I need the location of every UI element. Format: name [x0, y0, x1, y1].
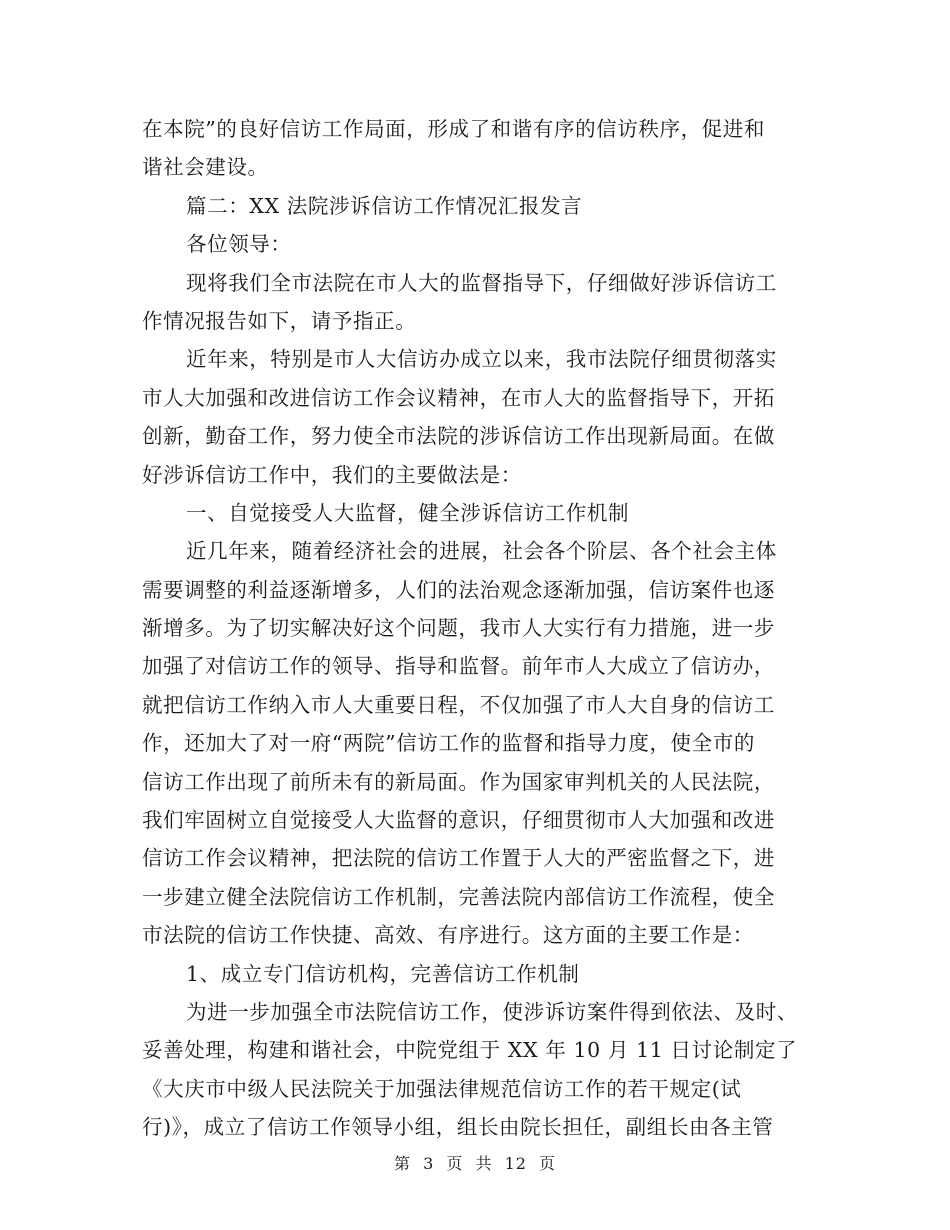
text-line: 加强了对信访工作的领导、指导和监督。前年市人大成立了信访办，	[142, 654, 775, 679]
text-line: 近几年来，随着经济社会的进展，社会各个阶层、各个社会主体	[186, 539, 777, 564]
footer-prefix: 第	[393, 1154, 411, 1173]
text-line: 篇二：XX 法院涉诉信访工作情况汇报发言	[186, 193, 583, 218]
text-line: 行)》，成立了信访工作领导小组，组长由院长担任，副组长由各主管	[142, 1115, 774, 1140]
text-line: 我们牢固树立自觉接受人大监督的意识，仔细贯彻市人大加强和改进	[142, 808, 775, 833]
page-footer	[0, 1151, 950, 1174]
text-line: 市法院的信访工作快捷、高效、有序进行。这方面的主要工作是：	[142, 923, 754, 948]
text-line: 需要调整的利益逐渐增多，人们的法治观念逐渐加强，信访案件也逐	[142, 577, 775, 602]
footer-current-page: 3	[423, 1154, 435, 1173]
text-line: 好涉诉信访工作中，我们的主要做法是：	[142, 462, 522, 487]
text-line: 为进一步加强全市法院信访工作，使涉诉访案件得到依法、及时、	[186, 999, 798, 1024]
footer-suffix: 页	[539, 1154, 557, 1173]
footer-page-word: 页	[446, 1154, 464, 1173]
document-body	[142, 110, 812, 1147]
text-line: 就把信访工作纳入市人大重要日程，不仅加强了市人大自身的信访工	[142, 692, 775, 717]
footer-total-word: 共	[475, 1154, 493, 1173]
text-line: 创新，勤奋工作，努力使全市法院的涉诉信访工作出现新局面。在做	[142, 424, 775, 449]
text-line: 一步建立健全法院信访工作机制，完善法院内部信访工作流程，使全	[142, 884, 775, 909]
text-line: 现将我们全市法院在市人大的监督指导下，仔细做好涉诉信访工	[186, 270, 777, 295]
text-line: 信访工作出现了前所未有的新局面。作为国家审判机关的人民法院，	[142, 769, 775, 794]
text-line: 1、成立专门信访机构，完善信访工作机制	[186, 961, 580, 986]
text-line: 近年来，特别是市人大信访办成立以来，我市法院仔细贯彻落实	[186, 347, 777, 372]
footer-total-pages: 12	[504, 1154, 527, 1173]
text-line: 《大庆市中级人民法院关于加强法律规范信访工作的若干规定(试	[142, 1076, 742, 1101]
text-line: 作，还加大了对一府“两院”信访工作的监督和指导力度，使全市的	[142, 731, 755, 756]
text-line: 在本院”的良好信访工作局面，形成了和谐有序的信访秩序，促进和	[142, 117, 765, 141]
text-line: 谐社会建设。	[142, 155, 269, 180]
text-line: 作情况报告如下，请予指正。	[142, 308, 417, 333]
text-line: 各位领导：	[186, 232, 292, 257]
text-line: 一、自觉接受人大监督，健全涉诉信访工作机制	[186, 500, 630, 525]
text-line: 渐增多。为了切实解决好这个问题，我市人大实行有力措施，进一步	[142, 616, 775, 641]
text-line: 信访工作会议精神，把法院的信访工作置于人大的严密监督之下，进	[142, 846, 775, 871]
text-line: 妥善处理，构建和谐社会，中院党组于 XX 年 10 月 11 日讨论制定了	[142, 1038, 798, 1063]
text-line: 市人大加强和改进信访工作会议精神，在市人大的监督指导下，开拓	[142, 385, 775, 410]
